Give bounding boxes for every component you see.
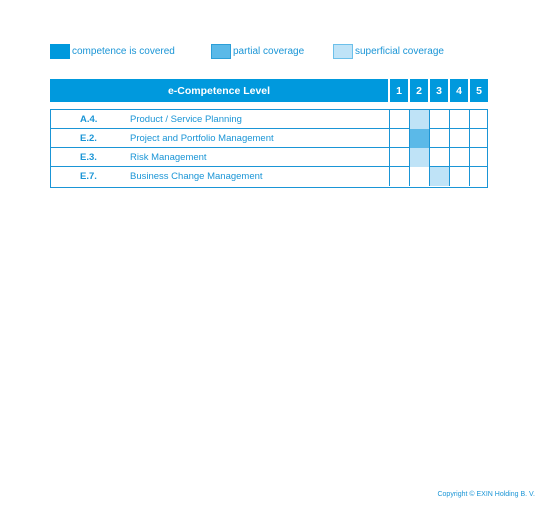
e-competence-level-title: e-Competence Level bbox=[50, 79, 388, 102]
competence-code: E.7. bbox=[80, 171, 97, 182]
level-cell bbox=[409, 148, 429, 167]
legend-item-covered bbox=[50, 43, 175, 60]
level-cell bbox=[389, 167, 409, 186]
level-1-header: 1 bbox=[390, 79, 408, 102]
legend-label-superficial: superficial coverage bbox=[355, 46, 444, 57]
level-cell bbox=[469, 148, 489, 167]
legend-label-partial: partial coverage bbox=[233, 46, 305, 57]
level-cell bbox=[429, 167, 449, 186]
level-cell bbox=[469, 167, 489, 186]
legend-swatch-covered bbox=[50, 44, 70, 59]
level-cell bbox=[469, 110, 489, 129]
level-cell bbox=[449, 167, 469, 186]
competence-code: A.4. bbox=[80, 114, 98, 125]
level-cell bbox=[409, 110, 429, 129]
table-row bbox=[51, 129, 487, 148]
legend-swatch-partial bbox=[211, 44, 231, 59]
level-cell bbox=[389, 148, 409, 167]
competence-code: E.2. bbox=[80, 133, 97, 144]
level-3-header: 3 bbox=[430, 79, 448, 102]
competence-name: Business Change Management bbox=[130, 171, 263, 182]
level-cell bbox=[429, 110, 449, 129]
level-5-header: 5 bbox=[470, 79, 488, 102]
legend-item-superficial bbox=[333, 43, 444, 60]
level-cell bbox=[469, 129, 489, 148]
level-cell bbox=[389, 110, 409, 129]
level-cell bbox=[449, 129, 469, 148]
copyright-notice: Copyright © EXIN Holding B. V. bbox=[437, 491, 535, 498]
table-row bbox=[51, 167, 487, 186]
table-row bbox=[51, 148, 487, 167]
legend-label-covered: competence is covered bbox=[72, 46, 175, 57]
level-cell bbox=[409, 167, 429, 186]
level-cell bbox=[389, 129, 409, 148]
level-cell bbox=[449, 110, 469, 129]
level-cell bbox=[429, 148, 449, 167]
legend-swatch-superficial bbox=[333, 44, 353, 59]
competence-table bbox=[50, 109, 488, 188]
level-4-header: 4 bbox=[450, 79, 468, 102]
level-cell bbox=[409, 129, 429, 148]
level-2-header: 2 bbox=[410, 79, 428, 102]
legend-item-partial bbox=[211, 43, 304, 60]
level-cell bbox=[429, 129, 449, 148]
competence-name: Product / Service Planning bbox=[130, 114, 242, 125]
table-row bbox=[51, 110, 487, 129]
competence-code: E.3. bbox=[80, 152, 97, 163]
competence-table-header bbox=[50, 79, 488, 102]
competence-name: Project and Portfolio Management bbox=[130, 133, 274, 144]
level-cell bbox=[449, 148, 469, 167]
competence-name: Risk Management bbox=[130, 152, 207, 163]
